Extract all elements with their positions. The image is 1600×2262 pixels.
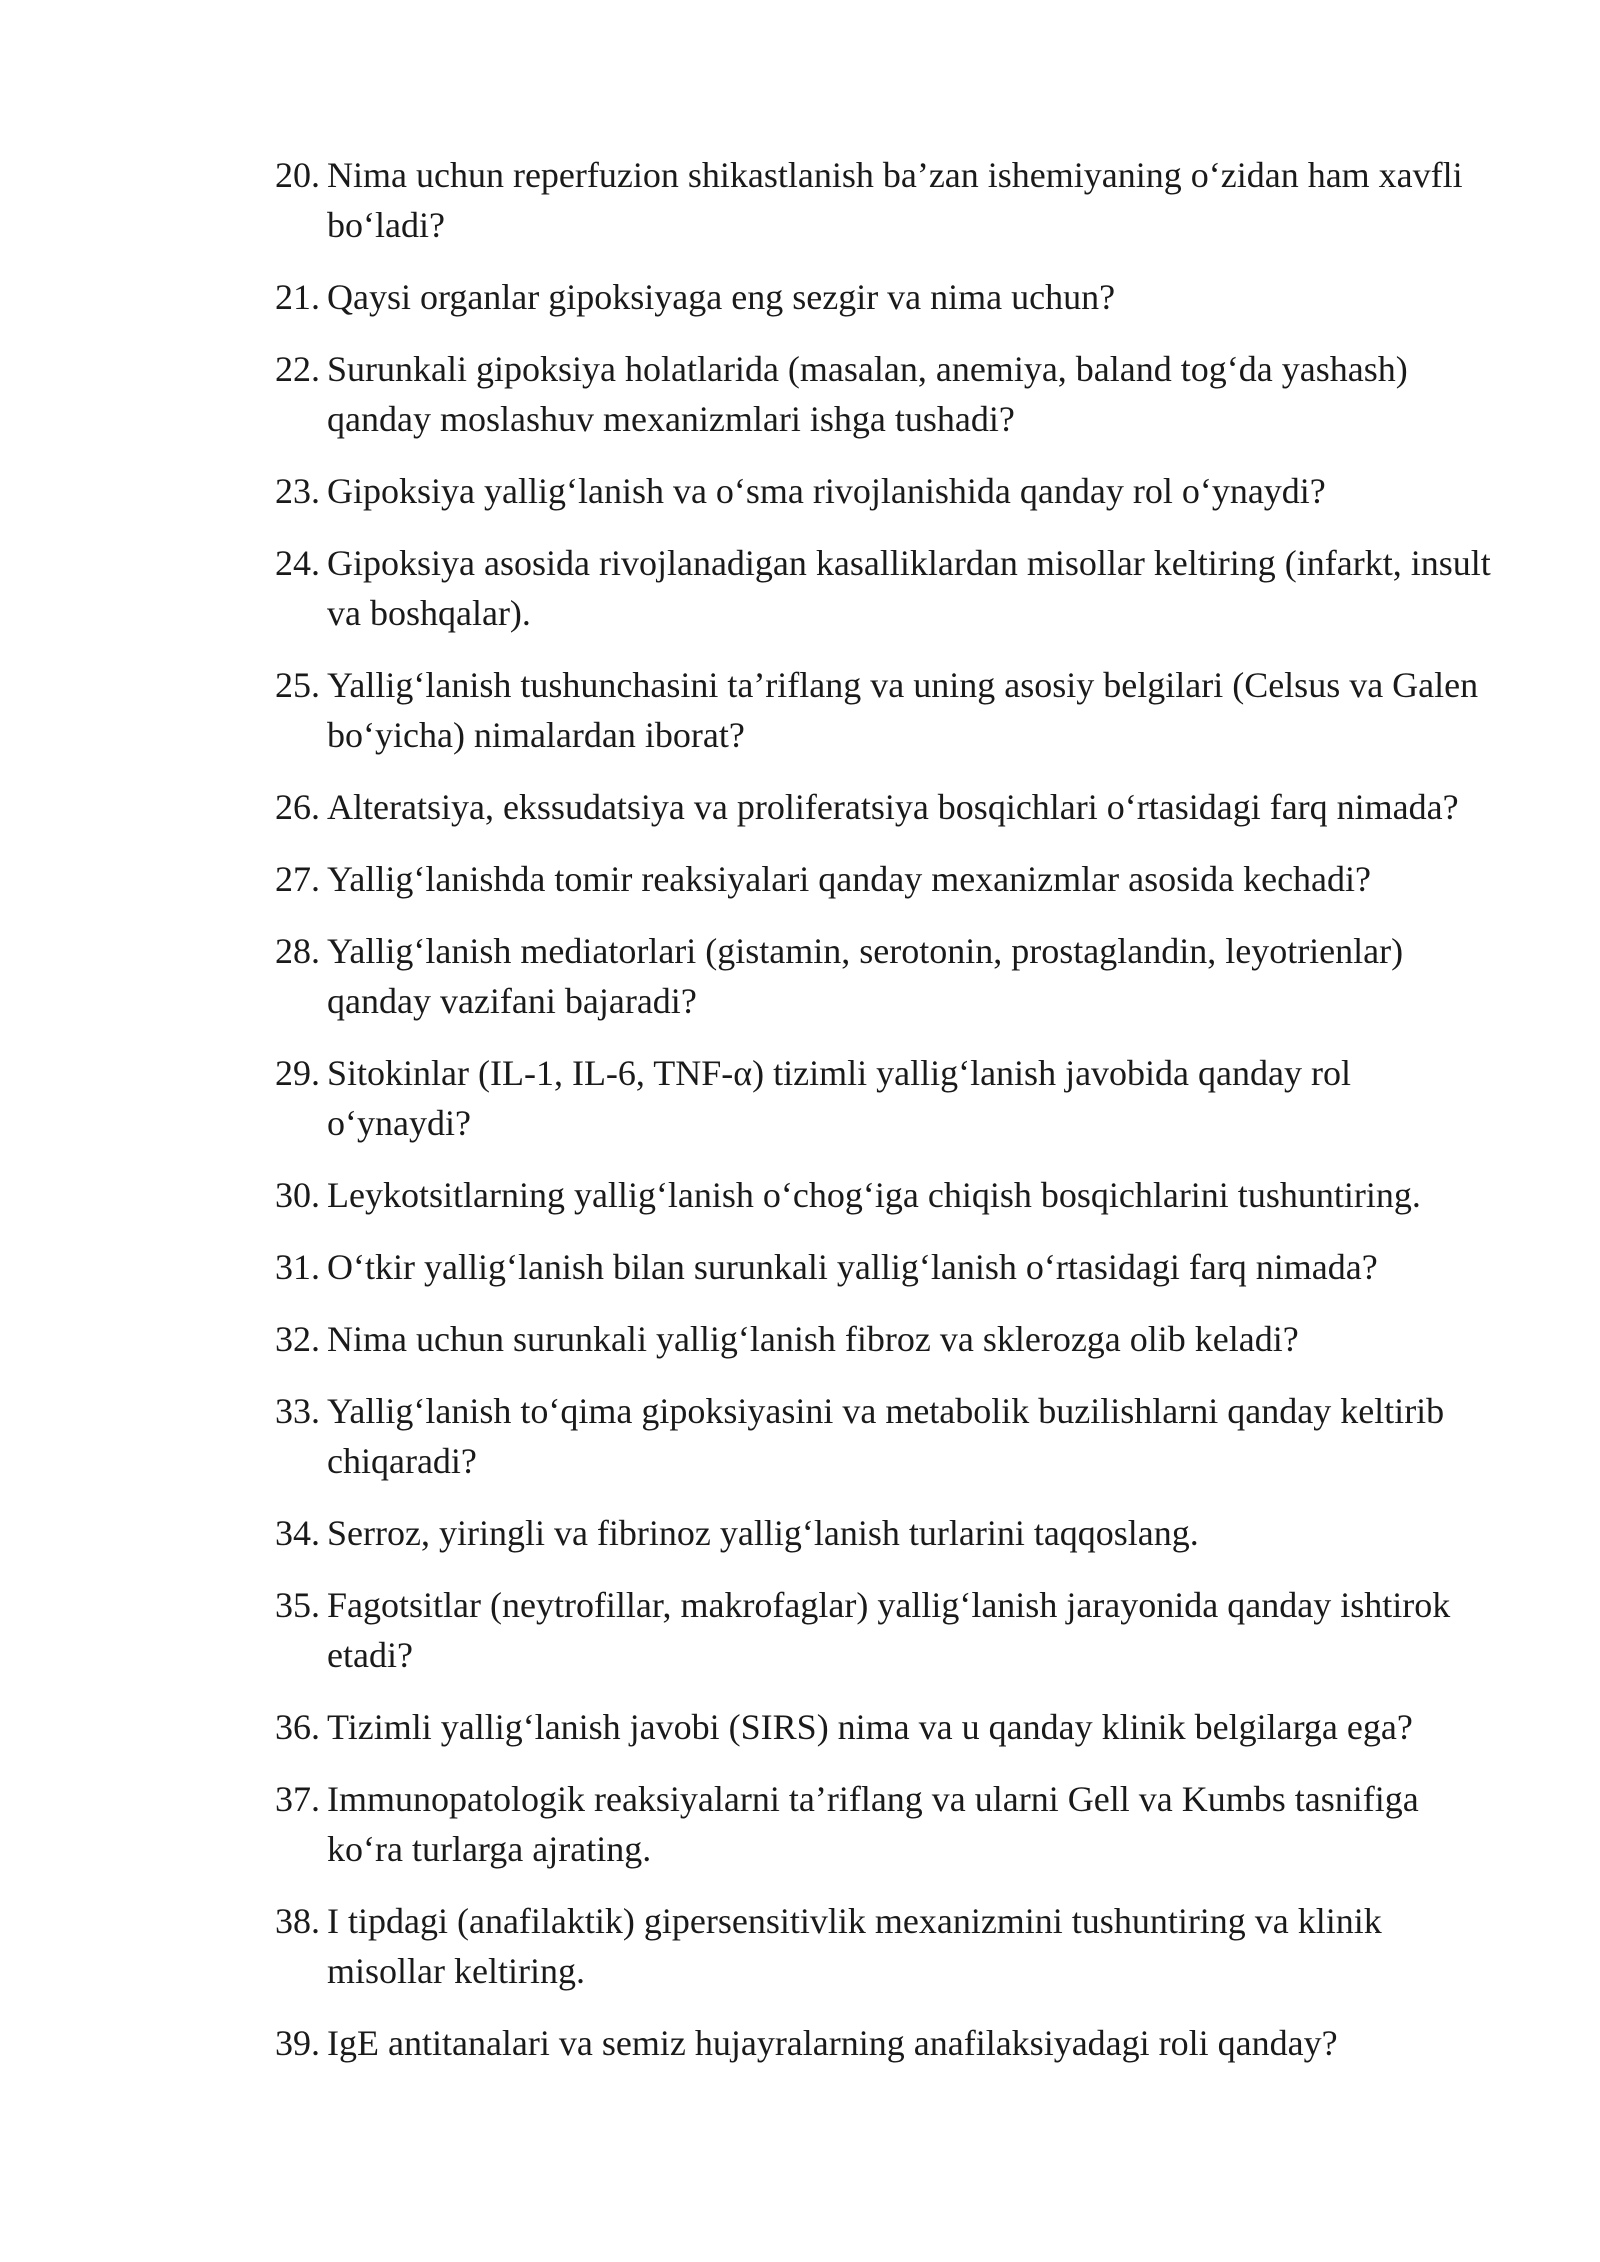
question-item bbox=[275, 466, 1495, 516]
question-number: 31. bbox=[275, 1247, 320, 1287]
question-number: 30. bbox=[275, 1175, 320, 1215]
question-number: 33. bbox=[275, 1391, 320, 1431]
question-text: Leykotsitlarning yallig‘lanish o‘chog‘iga chiqish bosqichlarini tushuntiring. bbox=[327, 1175, 1421, 1215]
question-text: Nima uchun reperfuzion shikastlanish ba’zan ishemiyaning o‘zidan ham xavfli bo‘ladi? bbox=[327, 155, 1463, 245]
question-number: 36. bbox=[275, 1707, 320, 1747]
question-item bbox=[275, 1580, 1495, 1680]
question-number: 38. bbox=[275, 1901, 320, 1941]
question-text: IgE antitanalari va semiz hujayralarning anafilaksiyadagi roli qanday? bbox=[327, 2023, 1338, 2063]
question-number: 22. bbox=[275, 349, 320, 389]
question-item bbox=[275, 1170, 1495, 1220]
question-number: 34. bbox=[275, 1513, 320, 1553]
question-item bbox=[275, 854, 1495, 904]
question-text: I tipdagi (anafilaktik) gipersensitivlik mexanizmini tushuntiring va klinik misollar keltiring. bbox=[327, 1901, 1382, 1991]
question-number: 37. bbox=[275, 1779, 320, 1819]
question-text: Yallig‘lanish mediatorlari (gistamin, serotonin, prostaglandin, leyotrienlar) qanday vazifani bajaradi? bbox=[327, 931, 1404, 1021]
question-item bbox=[275, 926, 1495, 1026]
question-item bbox=[275, 1314, 1495, 1364]
question-item bbox=[275, 1386, 1495, 1486]
question-number: 29. bbox=[275, 1053, 320, 1093]
question-number: 26. bbox=[275, 787, 320, 827]
question-text: Yallig‘lanish tushunchasini ta’riflang va uning asosiy belgilari (Celsus va Galen bo‘yicha) nimalardan iborat? bbox=[327, 665, 1479, 755]
question-text: Qaysi organlar gipoksiyaga eng sezgir va nima uchun? bbox=[327, 277, 1116, 317]
question-item bbox=[275, 1896, 1495, 1996]
question-item bbox=[275, 150, 1495, 250]
question-item bbox=[275, 660, 1495, 760]
question-number: 24. bbox=[275, 543, 320, 583]
question-number: 28. bbox=[275, 931, 320, 971]
question-item bbox=[275, 1242, 1495, 1292]
question-text: Immunopatologik reaksiyalarni ta’riflang va ularni Gell va Kumbs tasnifiga ko‘ra turlarga ajrating. bbox=[327, 1779, 1419, 1869]
question-number: 27. bbox=[275, 859, 320, 899]
question-text: Gipoksiya yallig‘lanish va o‘sma rivojlanishida qanday rol o‘ynaydi? bbox=[327, 471, 1326, 511]
question-number: 23. bbox=[275, 471, 320, 511]
question-text: Surunkali gipoksiya holatlarida (masalan, anemiya, baland tog‘da yashash) qanday moslashuv mexanizmlari ishga tushadi? bbox=[327, 349, 1408, 439]
question-number: 25. bbox=[275, 665, 320, 705]
question-item bbox=[275, 2018, 1495, 2068]
question-item bbox=[275, 1774, 1495, 1874]
question-item bbox=[275, 1048, 1495, 1148]
question-number: 35. bbox=[275, 1585, 320, 1625]
question-item bbox=[275, 344, 1495, 444]
question-item bbox=[275, 538, 1495, 638]
question-text: Nima uchun surunkali yallig‘lanish fibroz va sklerozga olib keladi? bbox=[327, 1319, 1299, 1359]
question-text: Fagotsitlar (neytrofillar, makrofaglar) yallig‘lanish jarayonida qanday ishtirok etadi? bbox=[327, 1585, 1451, 1675]
question-number: 20. bbox=[275, 155, 320, 195]
question-text: Yallig‘lanish to‘qima gipoksiyasini va metabolik buzilishlarni qanday keltirib chiqaradi? bbox=[327, 1391, 1445, 1481]
question-item bbox=[275, 1702, 1495, 1752]
question-text: Sitokinlar (IL-1, IL-6, TNF-α) tizimli yallig‘lanish javobida qanday rol o‘ynaydi? bbox=[327, 1053, 1351, 1143]
question-text: Alteratsiya, ekssudatsiya va proliferatsiya bosqichlari o‘rtasidagi farq nimada? bbox=[327, 787, 1459, 827]
question-number: 39. bbox=[275, 2023, 320, 2063]
question-text: Gipoksiya asosida rivojlanadigan kasalliklardan misollar keltiring (infarkt, insult va boshqalar). bbox=[327, 543, 1491, 633]
question-number: 32. bbox=[275, 1319, 320, 1359]
question-text: O‘tkir yallig‘lanish bilan surunkali yallig‘lanish o‘rtasidagi farq nimada? bbox=[327, 1247, 1378, 1287]
question-item bbox=[275, 272, 1495, 322]
question-number: 21. bbox=[275, 277, 320, 317]
question-list bbox=[275, 150, 1495, 2090]
question-text: Yallig‘lanishda tomir reaksiyalari qanday mexanizmlar asosida kechadi? bbox=[327, 859, 1371, 899]
question-item bbox=[275, 782, 1495, 832]
question-text: Serroz, yiringli va fibrinoz yallig‘lanish turlarini taqqoslang. bbox=[327, 1513, 1199, 1553]
question-item bbox=[275, 1508, 1495, 1558]
question-text: Tizimli yallig‘lanish javobi (SIRS) nima va u qanday klinik belgilarga ega? bbox=[327, 1707, 1413, 1747]
